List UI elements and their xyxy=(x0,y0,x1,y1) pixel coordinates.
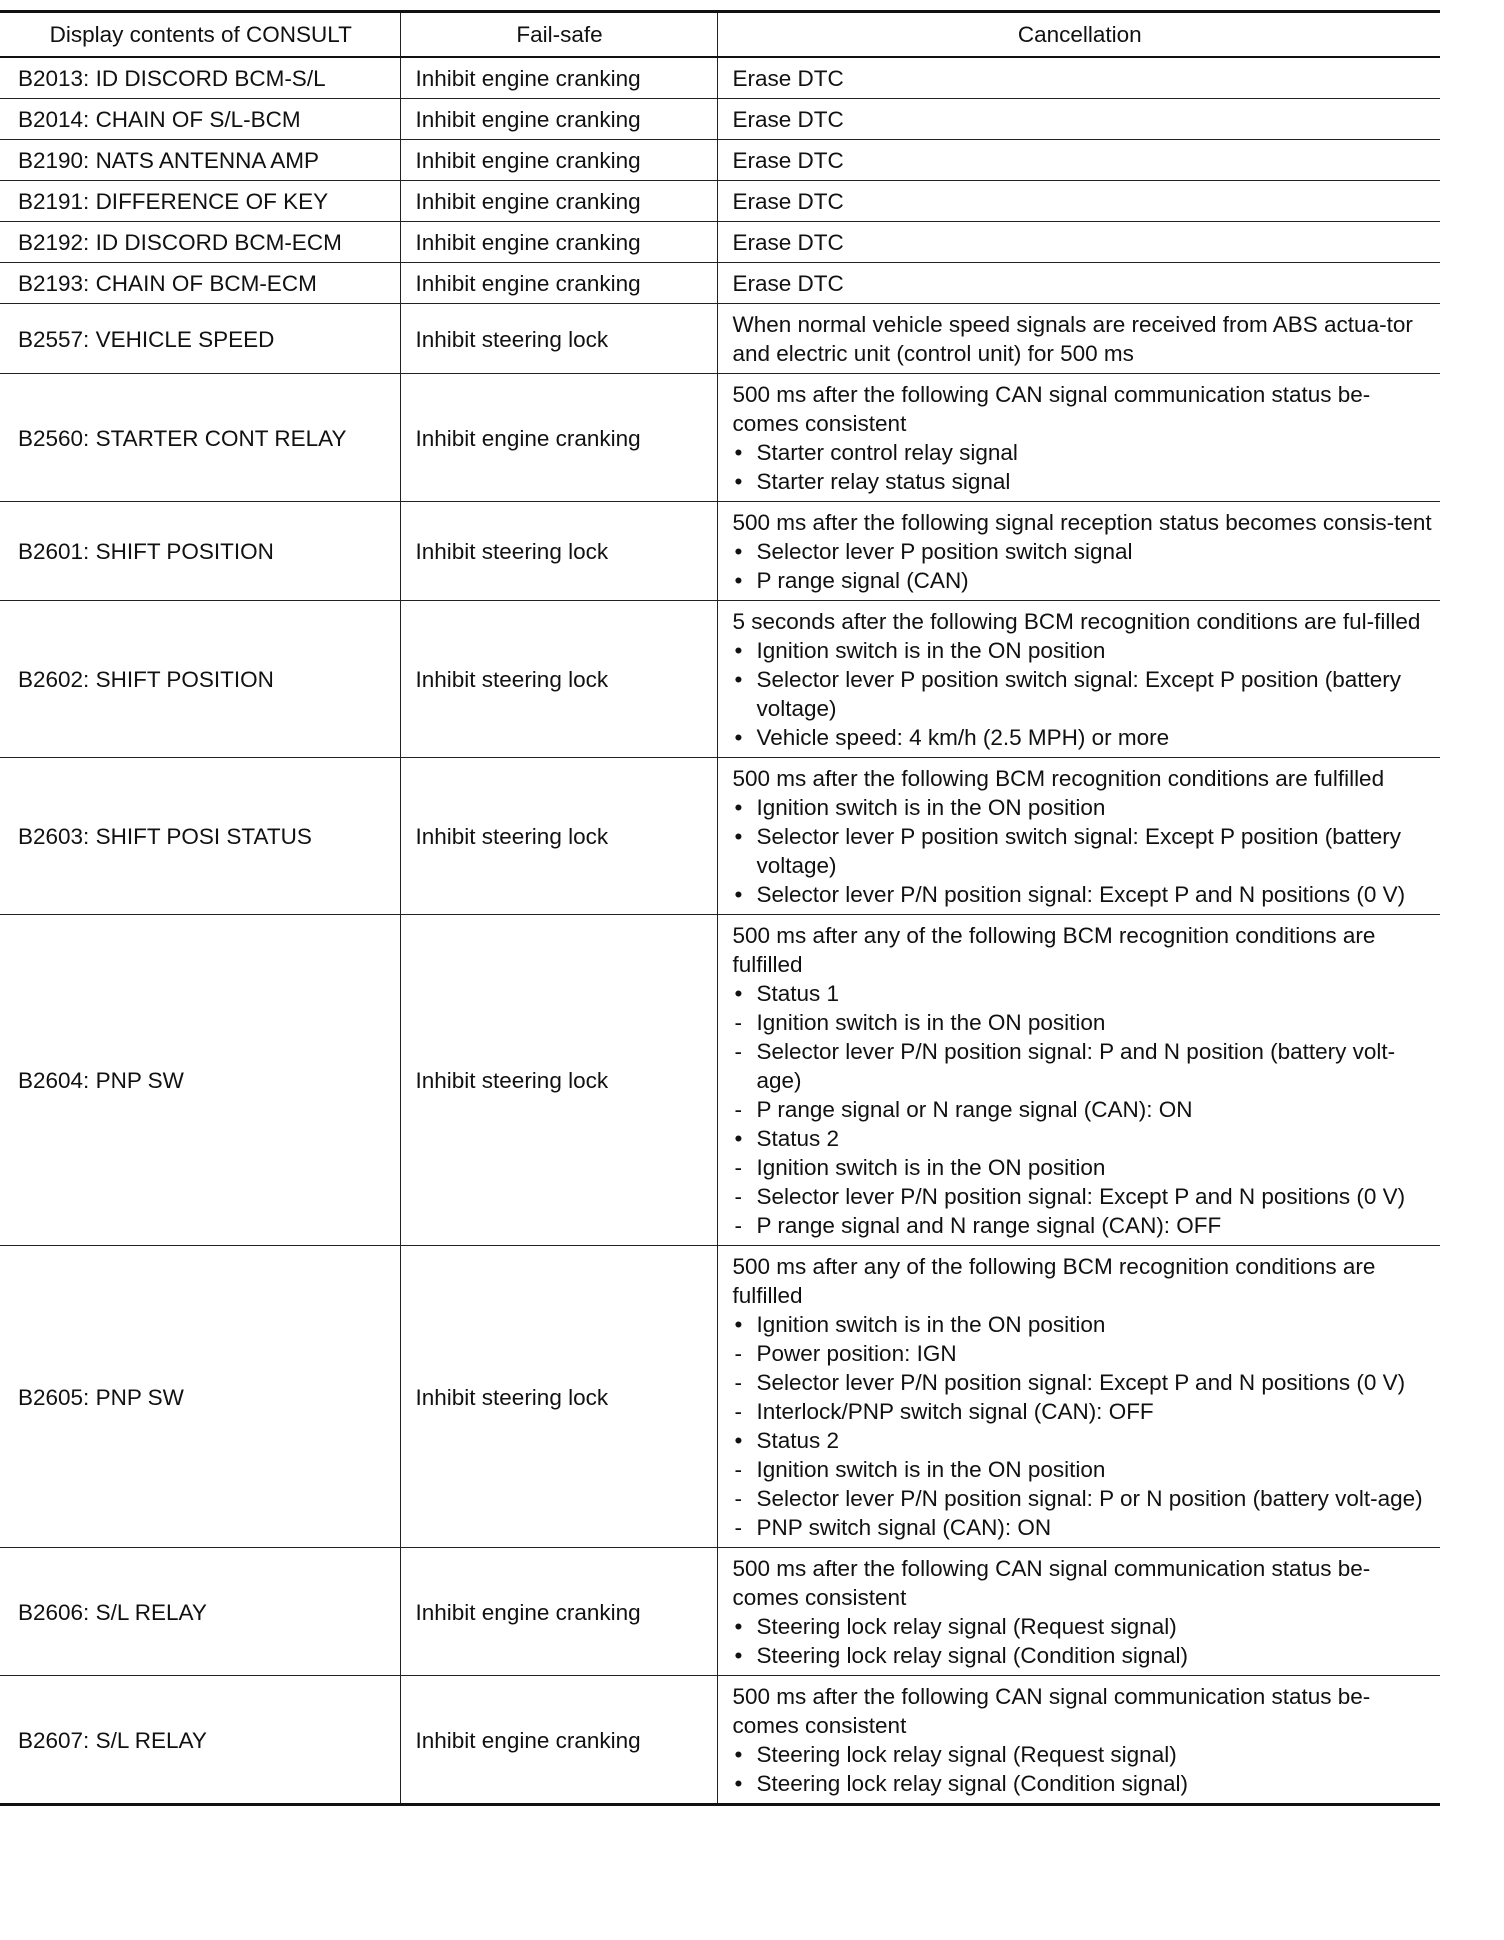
condition-item xyxy=(733,822,1433,880)
table-row xyxy=(0,374,1440,502)
fail-safe-cell: Inhibit engine cranking xyxy=(400,222,717,263)
dash-icon: - xyxy=(734,1039,742,1064)
cancellation-cell xyxy=(717,263,1440,304)
condition-item xyxy=(733,636,1433,665)
condition-text: Selector lever P/N position signal: Except P and N positions (0 V) xyxy=(756,882,1406,907)
dtc-display-cell: B2014: CHAIN OF S/L-BCM xyxy=(0,99,400,140)
condition-text: Steering lock relay signal (Request signal) xyxy=(756,1742,1177,1767)
condition-text: Ignition switch is in the ON position xyxy=(756,1312,1106,1337)
dtc-display-cell: B2607: S/L RELAY xyxy=(0,1676,400,1805)
condition-item xyxy=(733,1769,1433,1798)
condition-text: Ignition switch is in the ON position xyxy=(756,1155,1106,1180)
condition-list xyxy=(733,793,1433,909)
dash-icon: - xyxy=(734,1155,742,1180)
condition-text: Selector lever P position switch signal: Except P position (battery voltage) xyxy=(756,667,1401,721)
condition-item xyxy=(733,1641,1433,1670)
cancellation-cell xyxy=(717,1676,1440,1805)
cancellation-text: Erase DTC xyxy=(732,230,844,255)
condition-item xyxy=(733,1037,1433,1095)
condition-item xyxy=(733,537,1433,566)
condition-text: Ignition switch is in the ON position xyxy=(756,638,1106,663)
table-row xyxy=(0,915,1440,1246)
condition-item xyxy=(733,1426,1433,1455)
cancellation-text: 500 ms after the following CAN signal communication status be-comes consistent xyxy=(732,1556,1371,1610)
condition-item xyxy=(733,793,1433,822)
bullet-icon: • xyxy=(734,1428,743,1453)
header-cancellation: Cancellation xyxy=(717,12,1440,58)
bullet-icon: • xyxy=(734,824,743,849)
condition-item xyxy=(733,1124,1433,1153)
cancellation-cell xyxy=(717,140,1440,181)
condition-text: Steering lock relay signal (Condition signal) xyxy=(756,1643,1188,1668)
bullet-icon: • xyxy=(734,440,743,465)
dtc-display-cell: B2601: SHIFT POSITION xyxy=(0,502,400,601)
condition-item xyxy=(733,1612,1433,1641)
condition-text: P range signal (CAN) xyxy=(756,568,969,593)
dtc-display-cell: B2602: SHIFT POSITION xyxy=(0,601,400,758)
fail-safe-cell: Inhibit steering lock xyxy=(400,915,717,1246)
dash-icon: - xyxy=(734,1370,742,1395)
cancellation-cell xyxy=(717,502,1440,601)
condition-item xyxy=(733,1368,1433,1397)
condition-item xyxy=(733,1153,1433,1182)
dash-icon: - xyxy=(734,1486,742,1511)
table-row xyxy=(0,263,1440,304)
condition-item xyxy=(733,1484,1433,1513)
dash-icon: - xyxy=(734,1341,742,1366)
dtc-display-cell: B2193: CHAIN OF BCM-ECM xyxy=(0,263,400,304)
condition-item xyxy=(733,1397,1433,1426)
fail-safe-cell: Inhibit engine cranking xyxy=(400,1548,717,1676)
dtc-display-cell: B2560: STARTER CONT RELAY xyxy=(0,374,400,502)
dtc-display-cell: B2192: ID DISCORD BCM-ECM xyxy=(0,222,400,263)
dtc-display-cell: B2191: DIFFERENCE OF KEY xyxy=(0,181,400,222)
bullet-icon: • xyxy=(734,981,743,1006)
condition-item xyxy=(733,723,1433,752)
bullet-icon: • xyxy=(734,469,743,494)
condition-list xyxy=(733,1740,1433,1798)
cancellation-cell xyxy=(717,1548,1440,1676)
table-body xyxy=(0,57,1440,1805)
condition-list xyxy=(733,1612,1433,1670)
table-row xyxy=(0,1548,1440,1676)
condition-item xyxy=(733,880,1433,909)
condition-item xyxy=(733,1310,1433,1339)
condition-list xyxy=(733,979,1433,1240)
condition-text: Steering lock relay signal (Condition signal) xyxy=(756,1771,1188,1796)
condition-text: Vehicle speed: 4 km/h (2.5 MPH) or more xyxy=(756,725,1170,750)
condition-item xyxy=(733,1513,1433,1542)
table-row xyxy=(0,601,1440,758)
condition-text: P range signal and N range signal (CAN): OFF xyxy=(756,1213,1222,1238)
cancellation-text: Erase DTC xyxy=(732,66,844,91)
cancellation-text: Erase DTC xyxy=(732,148,844,173)
fail-safe-cell: Inhibit steering lock xyxy=(400,758,717,915)
fail-safe-cell: Inhibit engine cranking xyxy=(400,57,717,99)
condition-item xyxy=(733,665,1433,723)
fail-safe-cell: Inhibit engine cranking xyxy=(400,181,717,222)
dtc-display-cell: B2606: S/L RELAY xyxy=(0,1548,400,1676)
header-fail-safe: Fail-safe xyxy=(400,12,717,58)
bullet-icon: • xyxy=(734,882,743,907)
table-row xyxy=(0,1246,1440,1548)
cancellation-text: 500 ms after the following CAN signal communication status be-comes consistent xyxy=(732,382,1371,436)
dtc-display-cell: B2013: ID DISCORD BCM-S/L xyxy=(0,57,400,99)
fail-safe-cell: Inhibit engine cranking xyxy=(400,99,717,140)
bullet-icon: • xyxy=(734,725,743,750)
condition-text: Interlock/PNP switch signal (CAN): OFF xyxy=(756,1399,1154,1424)
bullet-icon: • xyxy=(734,795,743,820)
cancellation-text: 5 seconds after the following BCM recognition conditions are ful-filled xyxy=(732,609,1421,634)
table-row xyxy=(0,99,1440,140)
condition-item xyxy=(733,1095,1433,1124)
condition-text: Status 2 xyxy=(756,1428,840,1453)
condition-text: Steering lock relay signal (Request signal) xyxy=(756,1614,1177,1639)
condition-list xyxy=(733,1310,1433,1542)
dtc-display-cell: B2604: PNP SW xyxy=(0,915,400,1246)
condition-text: Starter relay status signal xyxy=(756,469,1011,494)
dash-icon: - xyxy=(734,1515,742,1540)
cancellation-cell xyxy=(717,99,1440,140)
condition-text: Ignition switch is in the ON position xyxy=(756,1457,1106,1482)
bullet-icon: • xyxy=(734,568,743,593)
condition-item xyxy=(733,1008,1433,1037)
header-display-contents: Display contents of CONSULT xyxy=(0,12,400,58)
table-row xyxy=(0,222,1440,263)
bullet-icon: • xyxy=(734,1126,743,1151)
cancellation-cell xyxy=(717,222,1440,263)
table-row xyxy=(0,181,1440,222)
fail-safe-cell: Inhibit steering lock xyxy=(400,1246,717,1548)
condition-text: Status 1 xyxy=(756,981,840,1006)
bullet-icon: • xyxy=(734,1742,743,1767)
document-page xyxy=(0,10,1440,1806)
bullet-icon: • xyxy=(734,1643,743,1668)
fail-safe-cell: Inhibit engine cranking xyxy=(400,1676,717,1805)
fail-safe-cell: Inhibit steering lock xyxy=(400,601,717,758)
fail-safe-cell: Inhibit engine cranking xyxy=(400,374,717,502)
cancellation-text: 500 ms after any of the following BCM recognition conditions are fulfilled xyxy=(732,923,1376,977)
dtc-display-cell: B2605: PNP SW xyxy=(0,1246,400,1548)
condition-text: Selector lever P/N position signal: Except P and N positions (0 V) xyxy=(756,1184,1406,1209)
cancellation-cell xyxy=(717,57,1440,99)
dtc-display-cell: B2557: VEHICLE SPEED xyxy=(0,304,400,374)
condition-item xyxy=(733,1455,1433,1484)
cancellation-text: Erase DTC xyxy=(732,189,844,214)
condition-list xyxy=(733,537,1433,595)
bullet-icon: • xyxy=(734,1771,743,1796)
table-row xyxy=(0,57,1440,99)
table-row xyxy=(0,304,1440,374)
bullet-icon: • xyxy=(734,1614,743,1639)
fail-safe-cell: Inhibit steering lock xyxy=(400,502,717,601)
condition-list xyxy=(733,636,1433,752)
cancellation-text: 500 ms after the following BCM recognition conditions are fulfilled xyxy=(732,766,1385,791)
condition-text: Ignition switch is in the ON position xyxy=(756,1010,1106,1035)
cancellation-text: Erase DTC xyxy=(732,271,844,296)
bullet-icon: • xyxy=(734,1312,743,1337)
cancellation-text: 500 ms after the following signal reception status becomes consis-tent xyxy=(732,510,1432,535)
condition-text: Selector lever P position switch signal xyxy=(756,539,1133,564)
cancellation-cell xyxy=(717,601,1440,758)
condition-item xyxy=(733,1211,1433,1240)
condition-item xyxy=(733,1740,1433,1769)
condition-item xyxy=(733,1182,1433,1211)
bullet-icon: • xyxy=(734,539,743,564)
bullet-icon: • xyxy=(734,638,743,663)
fail-safe-cell: Inhibit engine cranking xyxy=(400,263,717,304)
cancellation-text: 500 ms after any of the following BCM recognition conditions are fulfilled xyxy=(732,1254,1376,1308)
fail-safe-cell: Inhibit steering lock xyxy=(400,304,717,374)
table-row xyxy=(0,758,1440,915)
dash-icon: - xyxy=(734,1010,742,1035)
table-row xyxy=(0,140,1440,181)
condition-text: P range signal or N range signal (CAN): ON xyxy=(756,1097,1193,1122)
condition-text: Ignition switch is in the ON position xyxy=(756,795,1106,820)
cancellation-cell xyxy=(717,304,1440,374)
condition-text: Selector lever P/N position signal: Except P and N positions (0 V) xyxy=(756,1370,1406,1395)
cancellation-cell xyxy=(717,915,1440,1246)
dtc-display-cell: B2603: SHIFT POSI STATUS xyxy=(0,758,400,915)
cancellation-cell xyxy=(717,758,1440,915)
bullet-icon: • xyxy=(734,667,743,692)
dtc-display-cell: B2190: NATS ANTENNA AMP xyxy=(0,140,400,181)
condition-text: Status 2 xyxy=(756,1126,840,1151)
cancellation-text: When normal vehicle speed signals are received from ABS actua-tor and electric unit (control unit) for 500 ms xyxy=(732,312,1413,366)
cancellation-text: Erase DTC xyxy=(732,107,844,132)
condition-item xyxy=(733,566,1433,595)
condition-item xyxy=(733,438,1433,467)
dash-icon: - xyxy=(734,1184,742,1209)
fail-safe-cell: Inhibit engine cranking xyxy=(400,140,717,181)
condition-text: Selector lever P/N position signal: P or N position (battery volt-age) xyxy=(756,1486,1423,1511)
condition-text: PNP switch signal (CAN): ON xyxy=(756,1515,1052,1540)
dash-icon: - xyxy=(734,1457,742,1482)
cancellation-cell xyxy=(717,374,1440,502)
condition-text: Power position: IGN xyxy=(756,1341,957,1366)
cancellation-cell xyxy=(717,181,1440,222)
dash-icon: - xyxy=(734,1213,742,1238)
cancellation-text: 500 ms after the following CAN signal communication status be-comes consistent xyxy=(732,1684,1371,1738)
header-row xyxy=(0,12,1440,58)
dash-icon: - xyxy=(734,1399,742,1424)
condition-text: Selector lever P position switch signal: Except P position (battery voltage) xyxy=(756,824,1401,878)
condition-text: Starter control relay signal xyxy=(756,440,1018,465)
dash-icon: - xyxy=(734,1097,742,1122)
condition-item xyxy=(733,1339,1433,1368)
fail-safe-table xyxy=(0,10,1440,1806)
table-row xyxy=(0,1676,1440,1805)
condition-text: Selector lever P/N position signal: P and N position (battery volt-age) xyxy=(756,1039,1396,1093)
cancellation-cell xyxy=(717,1246,1440,1548)
condition-list xyxy=(733,438,1433,496)
table-row xyxy=(0,502,1440,601)
condition-item xyxy=(733,979,1433,1008)
table-header xyxy=(0,12,1440,58)
condition-item xyxy=(733,467,1433,496)
